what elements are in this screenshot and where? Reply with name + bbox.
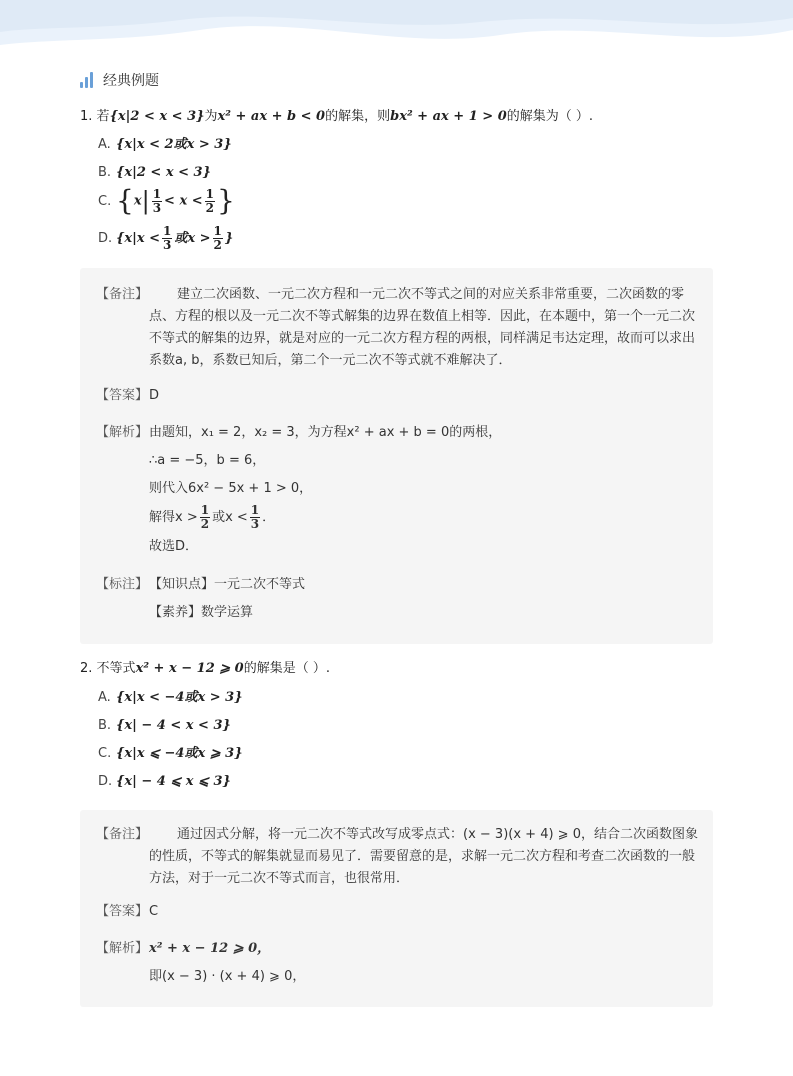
header-wave (0, 0, 793, 60)
tag-label: 【标注】 (96, 577, 149, 592)
question-1-option-a[interactable]: A. {x|x < 2或x > 3} (98, 137, 232, 152)
answer-text: C (149, 904, 159, 919)
section-heading (80, 70, 159, 90)
analysis-line-1: 由题知，x₁ = 2，x₂ = 3，为方程x² + ax + b = 0的两根， (149, 425, 502, 440)
question-1-option-d[interactable]: D. {x|x < $\frac{1}{3}$ 或x > $\frac{1}{2}$ } (98, 224, 234, 252)
analysis-line-5: 故选D． (149, 539, 199, 554)
note-label: 【备注】 (96, 827, 149, 842)
answer-text: D (149, 388, 160, 403)
analysis-line-1: x² + x − 12 ⩾ 0， (149, 941, 271, 956)
note-label: 【备注】 (96, 287, 149, 302)
question-1-stem: 1. 若{x|2 < x < 3}为x² + ax + b < 0的解集，则bx² + ax + 1 > 0的解集为（ ）. (80, 109, 594, 124)
question-2-option-d[interactable]: D. {x| − 4 ⩽ x ⩽ 3} (98, 774, 231, 789)
bar-chart-icon (80, 72, 95, 88)
solution-box-2 (80, 810, 713, 1007)
answer-label: 【答案】 (96, 388, 149, 403)
tag-knowledge: 【知识点】一元二次不等式 (149, 577, 306, 592)
analysis-line-2: ∴a = −5，b = 6， (149, 453, 266, 468)
analysis-line-2: 即(x − 3) · (x + 4) ⩾ 0， (149, 969, 306, 984)
section-title: 经典例题 (103, 73, 159, 89)
analysis-line-3: 则代入6x² − 5x + 1 > 0， (149, 481, 313, 496)
question-2-stem: 2. 不等式x² + x − 12 ⩾ 0的解集是（ ）. (80, 661, 330, 676)
question-2-option-b[interactable]: B. {x| − 4 < x < 3} (98, 718, 231, 733)
question-2-option-a[interactable]: A. {x|x < −4或x > 3} (98, 690, 243, 705)
note-text: 建立二次函数、一元二次方程和一元二次不等式之间的对应关系非常重要，二次函数的零点、方程的根以及一元二次不等式解集的边界在数值上相等．因此，在本题中，第一个一元二次不等式的解集的边界，就是对应的一元二次方程方程的两根，同样满足韦达定理，故而可以求出系数a, b，系数已知后，第二个一元二次不等式就不难解决了． (149, 287, 696, 368)
analysis-label: 【解析】 (96, 425, 149, 440)
note-text: 通过因式分解，将一元二次不等式改写成零点式：(x − 3)(x + 4) ⩾ 0，结合二次函数图象的性质，不等式的解集就显而易见了．需要留意的是，求解一元二次方程和考查二次函数的一般方法，对于一元二次不等式而言，也很常用． (149, 827, 698, 886)
question-1-option-c[interactable]: C. {x| $\frac{1}{3}$ < x < $\frac{1}{2}$ } (98, 184, 235, 217)
analysis-label: 【解析】 (96, 941, 149, 956)
solution-box-1 (80, 268, 713, 644)
question-1-option-b[interactable]: B. {x|2 < x < 3} (98, 165, 211, 180)
analysis-line-4: 解得x > $\frac{1}{2}$ 或x < $\frac{1}{3}$ ． (149, 503, 276, 531)
tag-literacy: 【素养】数学运算 (149, 605, 254, 620)
answer-label: 【答案】 (96, 904, 149, 919)
question-2-option-c[interactable]: C. {x|x ⩽ −4或x ⩾ 3} (98, 746, 243, 761)
